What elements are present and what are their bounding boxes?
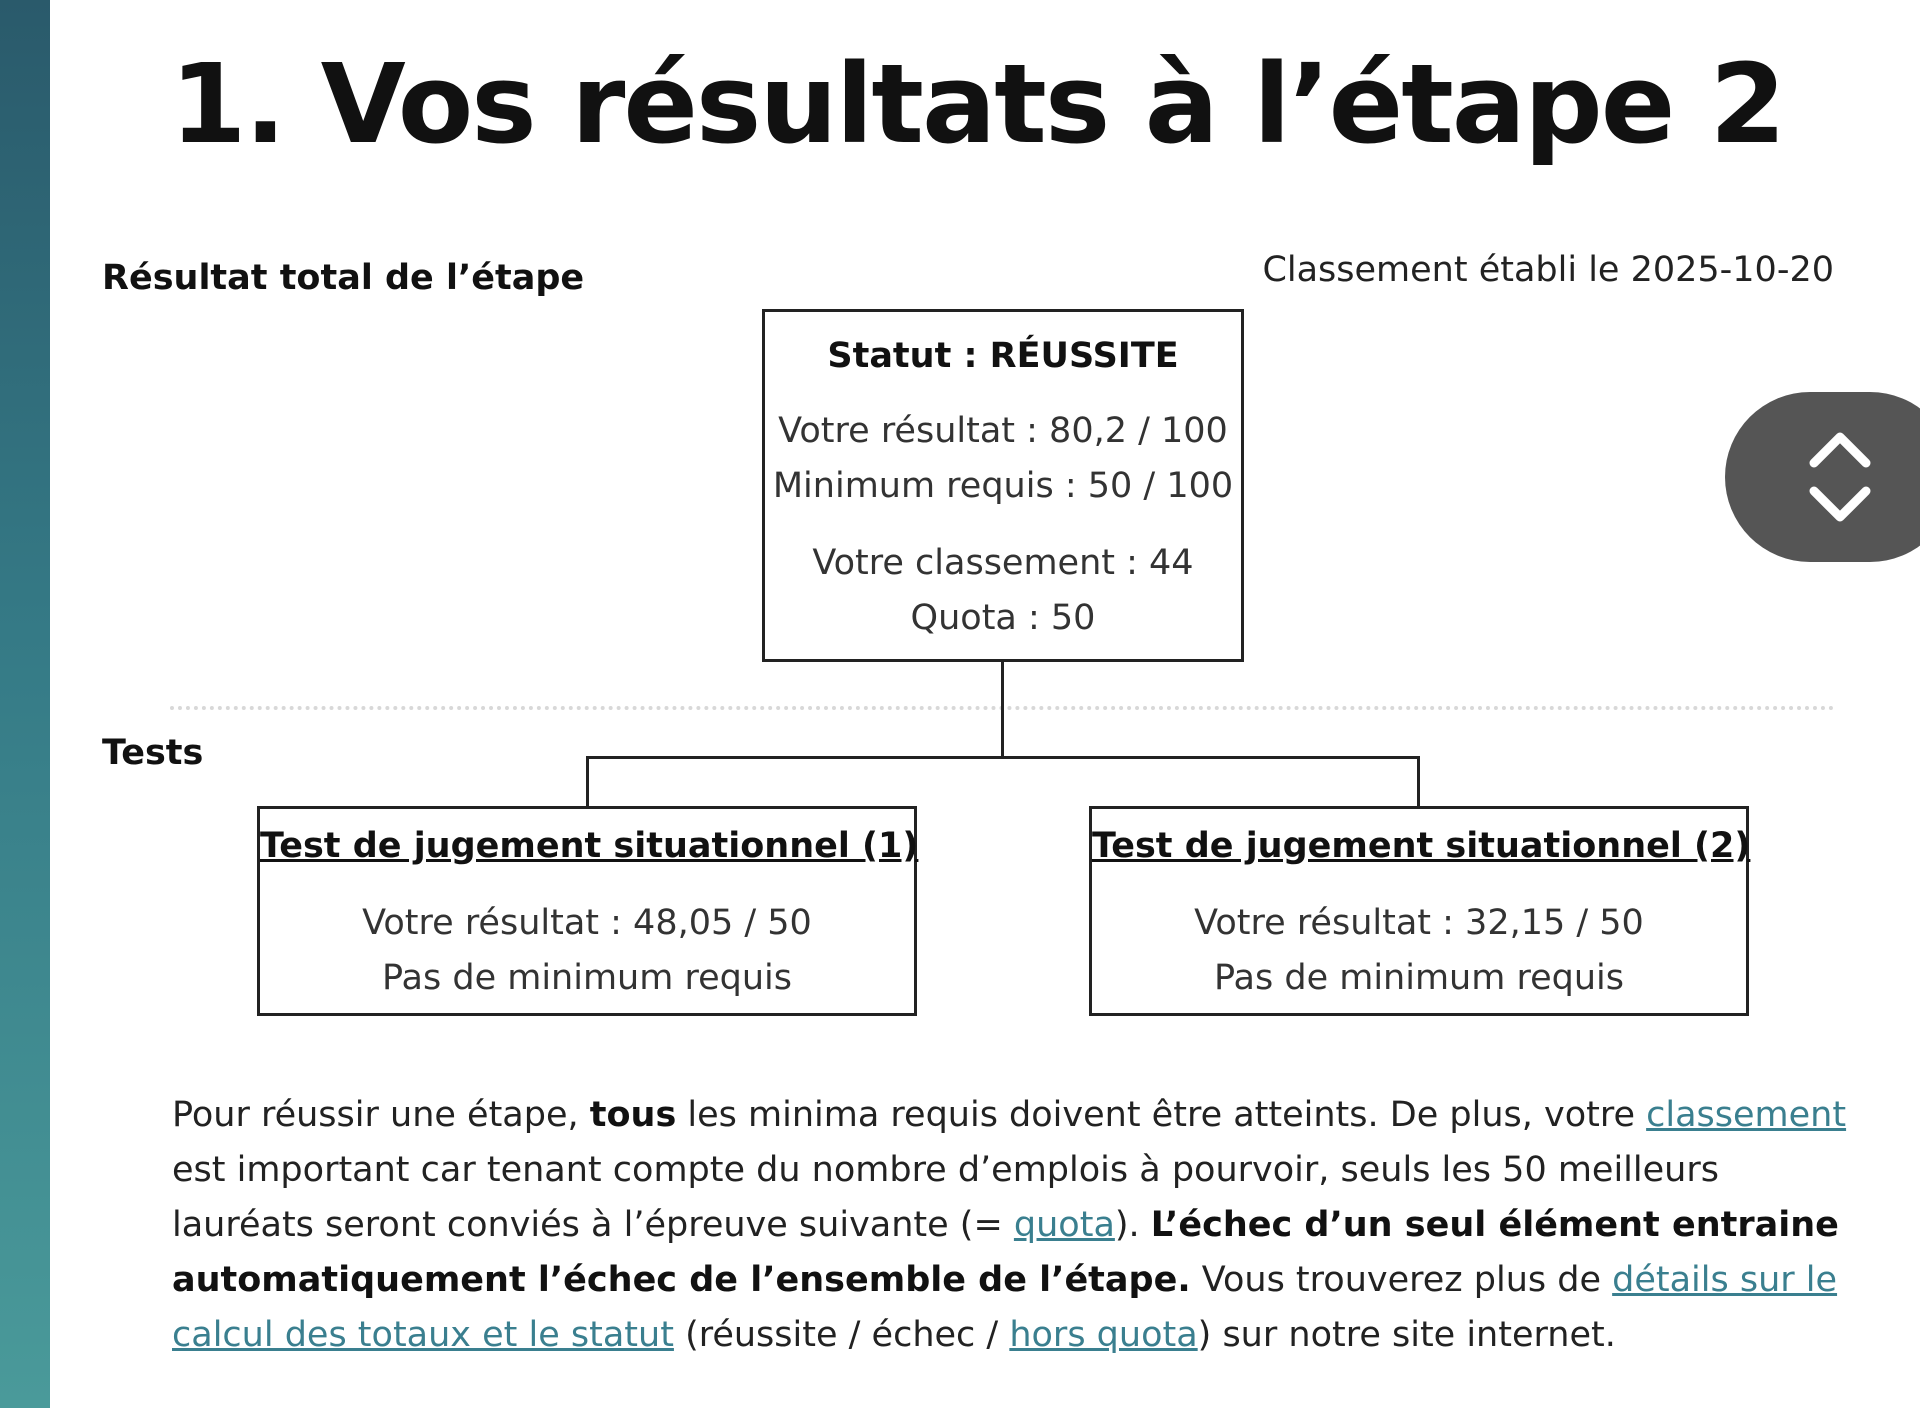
para-bold-tous: tous <box>589 1095 677 1135</box>
ranking-date: Classement établi le 2025-10-20 <box>1262 250 1834 290</box>
test-title-1[interactable]: Test de jugement situationnel (1) <box>260 826 919 866</box>
para-text-5: Vous trouverez plus de <box>1190 1260 1613 1300</box>
stage-minimum: Minimum requis : 50 / 100 <box>772 466 1234 506</box>
page-title: 1. Vos résultats à l’étape 2 <box>170 40 1785 168</box>
quota-link[interactable]: quota <box>1013 1205 1115 1245</box>
hors-quota-link[interactable]: hors quota <box>1009 1315 1198 1355</box>
stage-rank: Votre classement : 44 <box>812 543 1194 583</box>
stage-score: Votre résultat : 80,2 / 100 <box>778 411 1228 451</box>
chevron-up-icon[interactable] <box>1806 427 1874 471</box>
para-text-2: les minima requis doivent être atteints. De plus, votre <box>676 1095 1647 1135</box>
para-bold-failure: L’échec d’un seul élément entraine automatiquement l’échec de l’ensemble de l’étape. <box>172 1205 1839 1300</box>
connector-right <box>1417 756 1420 806</box>
test-minimum-1: Pas de minimum requis <box>382 958 792 998</box>
scroll-nav[interactable] <box>1725 392 1920 562</box>
classement-link[interactable]: classement <box>1646 1095 1847 1135</box>
chevron-down-icon[interactable] <box>1806 483 1874 527</box>
status-text: Statut : RÉUSSITE <box>827 336 1179 376</box>
test-box-2 <box>1089 806 1749 1016</box>
test-score-2: Votre résultat : 32,15 / 50 <box>1194 903 1644 943</box>
test-score-1: Votre résultat : 48,05 / 50 <box>362 903 812 943</box>
para-text-4: ). <box>1114 1205 1151 1245</box>
stage-result-box <box>762 309 1244 662</box>
left-accent-bar <box>0 0 50 1408</box>
explanation-paragraph <box>172 1088 1852 1363</box>
para-text-3: est important car tenant compte du nombre d’emplois à pourvoir, seuls les 50 meilleurs lauréats seront conviés à l’épreuve suivante (= <box>172 1150 1719 1245</box>
para-text-1: Pour réussir une étape, <box>172 1095 590 1135</box>
test-box-1 <box>257 806 917 1016</box>
test-title-2[interactable]: Test de jugement situationnel (2) <box>1092 826 1751 866</box>
stage-quota: Quota : 50 <box>910 598 1096 638</box>
tests-label: Tests <box>102 733 204 773</box>
para-text-6: (réussite / échec / <box>673 1315 1010 1355</box>
para-text-7: ) sur notre site internet. <box>1197 1315 1616 1355</box>
connector-left <box>586 756 589 806</box>
stage-result-label: Résultat total de l’étape <box>102 258 585 298</box>
test-minimum-2: Pas de minimum requis <box>1214 958 1624 998</box>
connector-horizontal <box>586 756 1420 759</box>
details-link[interactable]: détails sur le calcul des totaux et le statut <box>172 1260 1838 1355</box>
connector-vertical-main <box>1001 662 1004 758</box>
